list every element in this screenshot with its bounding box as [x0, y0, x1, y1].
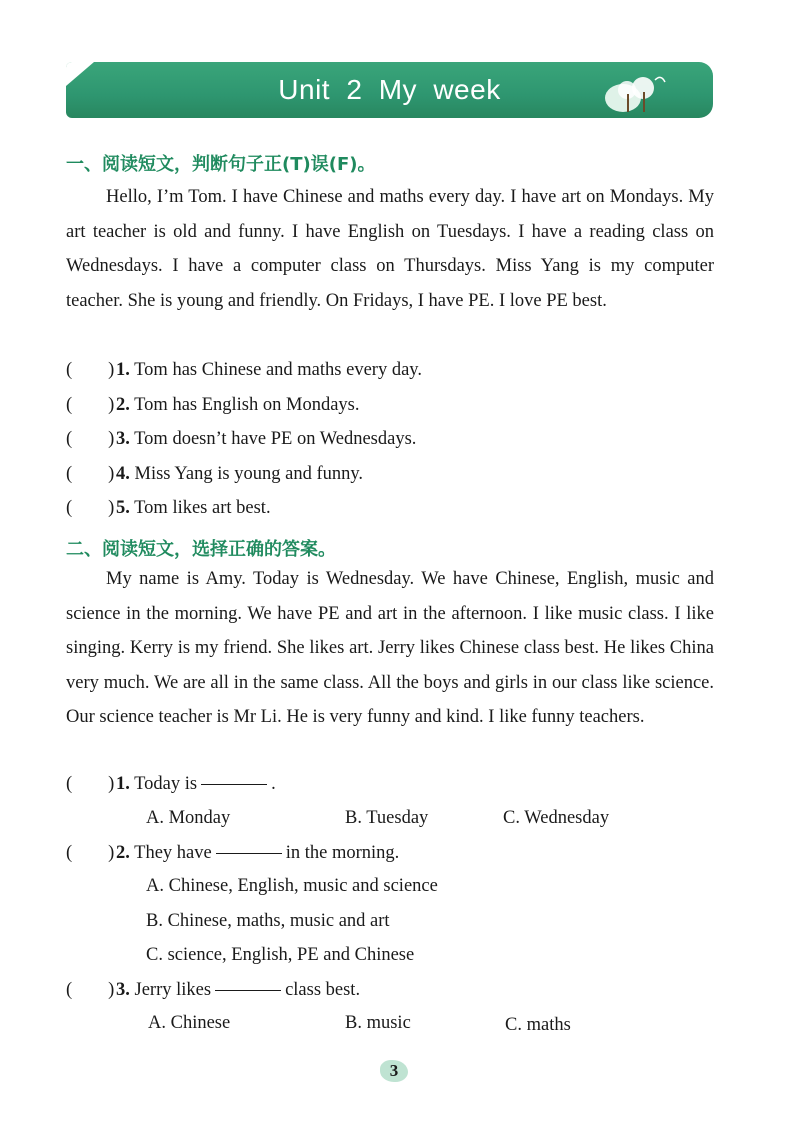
q1-option-c[interactable]: C. Wednesday [503, 808, 610, 828]
fill-blank [216, 852, 282, 854]
mc-question-1: ( )1. Today is . [66, 774, 276, 794]
unit-banner [66, 62, 713, 118]
q2-option-a[interactable]: A. Chinese, English, music and science [146, 876, 438, 896]
q2-option-b[interactable]: B. Chinese, maths, music and art [146, 911, 390, 931]
mc-question-3: ( )3. Jerry likes class best. [66, 980, 361, 1000]
section2-heading: 二、阅读短文，选择正确的答案。 [66, 539, 336, 560]
q3-option-c[interactable]: C. maths [505, 1015, 571, 1035]
tree-decoration-icon [603, 68, 673, 114]
q1-option-a[interactable]: A. Monday [146, 808, 231, 828]
q1-option-b[interactable]: B. Tuesday [345, 808, 429, 828]
mc-question-2: ( )2. They have in the morning. [66, 843, 400, 863]
tf-item-4: ( )4. Miss Yang is young and funny. [66, 464, 364, 484]
section1-heading: 一、阅读短文，判断句子正(T)误(F)。 [66, 154, 376, 175]
tf-item-2: ( )2. Tom has English on Mondays. [66, 395, 360, 415]
section2-passage: My name is Amy. Today is Wednesday. We have Chinese, English, music and science in the morning. We have PE and art in the afternoon. I like music class. I like singing. Kerry is my friend. She likes art. Jerry likes Chinese class best. He likes China very much. We are all in the same class. All the boys and girls in our class like science. Our science teacher is Mr Li. He is very funny and kind. I like funny teachers. [66, 569, 714, 727]
page-number: 3 [376, 1056, 412, 1086]
section1-passage: Hello, I’m Tom. I have Chinese and maths every day. I have art on Mondays. My art teacher is old and funny. I have English on Tuesdays. I have a reading class on Wednesdays. I have a computer class on Thursdays. Miss Yang is my computer teacher. She is young and friendly. On Fridays, I have PE. I love PE best. [66, 187, 714, 311]
tf-item-1: ( )1. Tom has Chinese and maths every day. [66, 360, 422, 380]
q3-option-b[interactable]: B. music [345, 1013, 411, 1033]
tf-item-3: ( )3. Tom doesn’t have PE on Wednesdays. [66, 429, 417, 449]
tf-item-5: ( )5. Tom likes art best. [66, 498, 271, 518]
q3-option-a[interactable]: A. Chinese [148, 1013, 231, 1033]
unit-title: Unit 2 My week [278, 74, 501, 105]
q2-option-c[interactable]: C. science, English, PE and Chinese [146, 945, 415, 965]
fill-blank [215, 989, 281, 991]
fill-blank [201, 783, 267, 785]
